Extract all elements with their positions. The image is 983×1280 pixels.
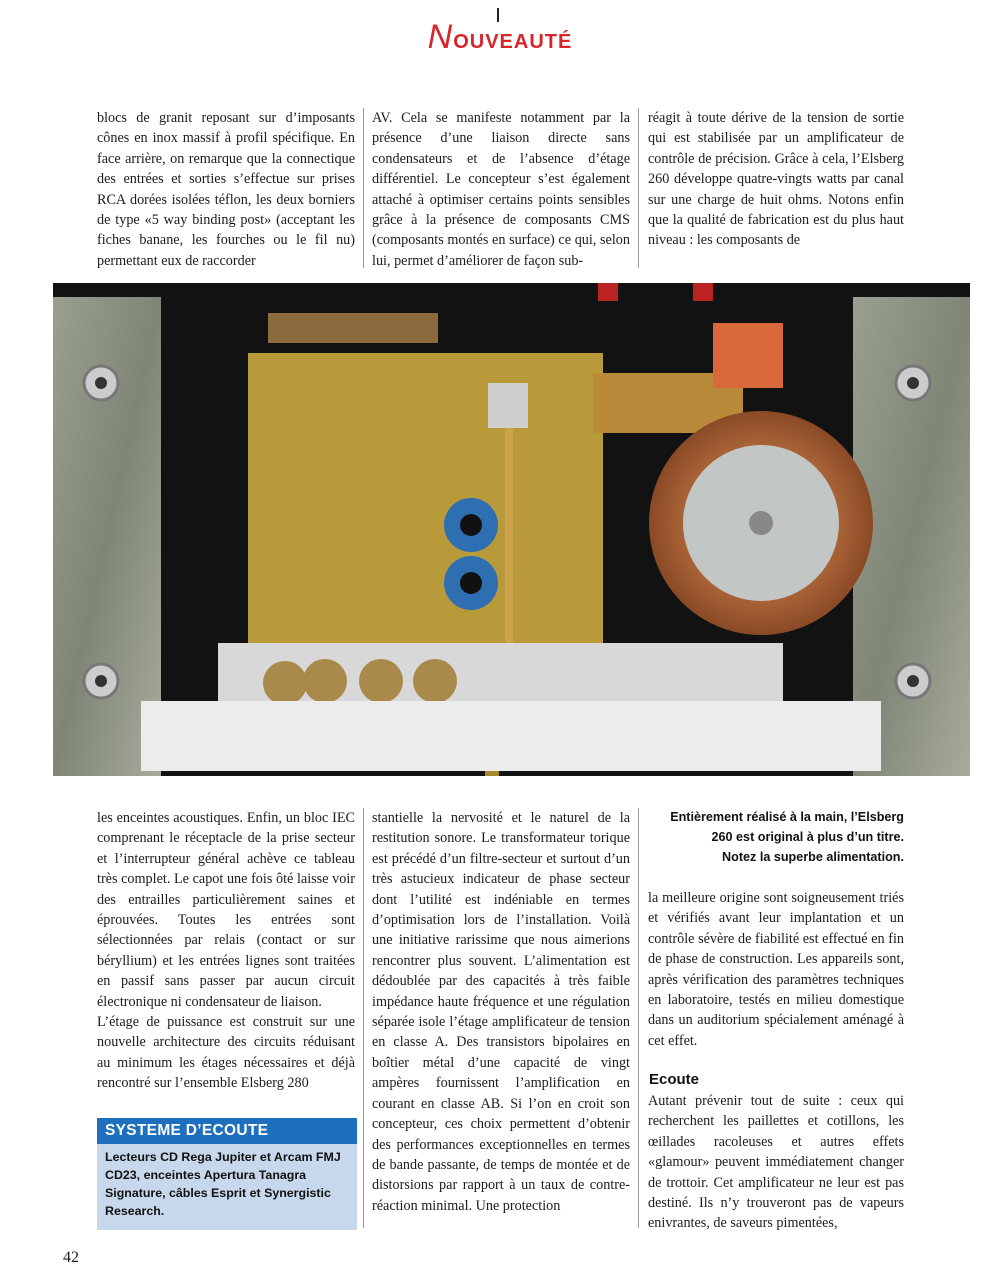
header-initial: N [427,18,454,56]
page-number: 42 [63,1249,79,1266]
bottom-column-1 [97,808,355,1094]
caption-line-1: Entièrement réalisé à la main, l’Elsberg [670,810,904,824]
bottom-column-2 [372,808,630,1216]
top-column-1 [97,108,355,271]
column-divider [363,108,364,268]
bottom-col1-text-2: L’étage de puissance est construit sur une nouvelle architecture des circuits réduisant au minimum les étages nécessaires et déjà rencontré sur l’ensemble Elsberg 280 [97,1014,355,1092]
amplifier-photo [53,283,970,776]
column-divider [363,808,364,1228]
caption-line-3: Notez la superbe alimentation. [722,850,904,864]
photo-caption [640,807,904,867]
bottom-col3-text-2: Autant prévenir tout de suite : ceux qui recherchent les paillettes et cotillons, les œillades racoleuses et autres effets «glamour» peuvent immédiatement changer de trottoir. Cet amplificateur ne leur est pas destiné. Ils n’y trouveront pas de vapeurs enivrantes, de saveurs pimentées, [648,1093,904,1232]
bottom-column-3 [648,888,904,1051]
top-column-2 [372,108,630,271]
bottom-col3-text-1: la meilleure origine sont soigneusement triés et vérifiés avant leur implantation et un contrôle sévère de fiabilité est effectué en fin de phase de construction. Les appareils sont, après vérification des paramètres techniques en laboratoire, testés en milieu domestique dans un auditorium spécialement aménagé à cet effet. [648,890,904,1049]
bottom-col2-text: stantielle la nervosité et le naturel de la restitution sonore. Le transformateur torique est précédé d’un filtre-secteur et surtout d’un très astucieux indicateur de phase secteur dont l’utilité est indéniable en termes d’optimisation lors de l’installation. Voilà une initiative rarissime que nous aimerions rencontrer plus souvent. L’alimentation est dédoublée par des capacités à très faible impédance haute fréquence et une régulation séparée isole l’étage amplificateur de tension en classe A. Des transistors bipolaires en boîtier métal d’une capacité de vingt ampères fournissent l’amplification en courant en classe AB. Si l’on en croit son concepteur, ces choix permettent d’obtenir des performances exceptionnelles en termes de bande passante, de temps de montée et de distorsions par rapport à un taux de contre-réaction minimal. Une protection [372,810,630,1214]
column-divider [638,808,639,1228]
top-col2-text: AV. Cela se manifeste notamment par la présence d’une liaison directe sans condensateurs et de l’absence d’étage différentiel. Le concepteur s’est également attaché à optimiser certains points sensibles grâce à la présence de composants CMS (composants montés en surface) ce qui, selon lui, permet d’améliorer de façon sub- [372,110,630,269]
column-divider [638,108,639,268]
bottom-column-3-continued [648,1091,904,1234]
section-heading: Ecoute [649,1071,700,1088]
caption-line-2: 260 est original à plus d’un titre. [711,830,904,844]
top-col1-text: blocs de granit reposant sur d’imposants cônes en inox massif à profil spécifique. En face arrière, on remarque que la connectique des entrées et sorties s’effectue sur prises RCA dorées isolées téflon, les deux borniers de type «5 way binding post» (acceptant les fiches banane, les fourches ou le fil nu) permettant eux de raccorder [97,110,355,269]
top-column-3 [648,108,904,251]
header-rest: OUVEAUTÉ [453,31,573,53]
sidebar-body: Lecteurs CD Rega Jupiter et Arcam FMJ CD23, enceintes Apertura Tanagra Signature, câbles Esprit et Synergistic Research. [97,1144,357,1230]
top-col3-text: réagit à toute dérive de la tension de sortie qui est stabilisée par un amplificateur de contrôle de précision. Grâce à cela, l’Elsberg 260 développe quatre-vingts watts par canal sur une charge de huit ohms. Notons enfin que la qualité de fabrication est du plus haut niveau : les composants de [648,110,904,249]
bottom-col1-text-1: les enceintes acoustiques. Enfin, un bloc IEC comprenant le réceptacle de la prise secteur et l’interrupteur général achève ce tableau très complet. Le capot une fois ôté laisse voir des entrailles particulièrement saines et éprouvées. Toutes les entrées sont sélectionnées par relais (contact or sur béryllium) et les entrées lignes sont traitées en passif sans passer par aucun circuit électronique ni condensateur de liaison. [97,810,355,1010]
sidebar-title: SYSTEME D’ECOUTE [97,1118,357,1144]
section-header [400,18,600,57]
